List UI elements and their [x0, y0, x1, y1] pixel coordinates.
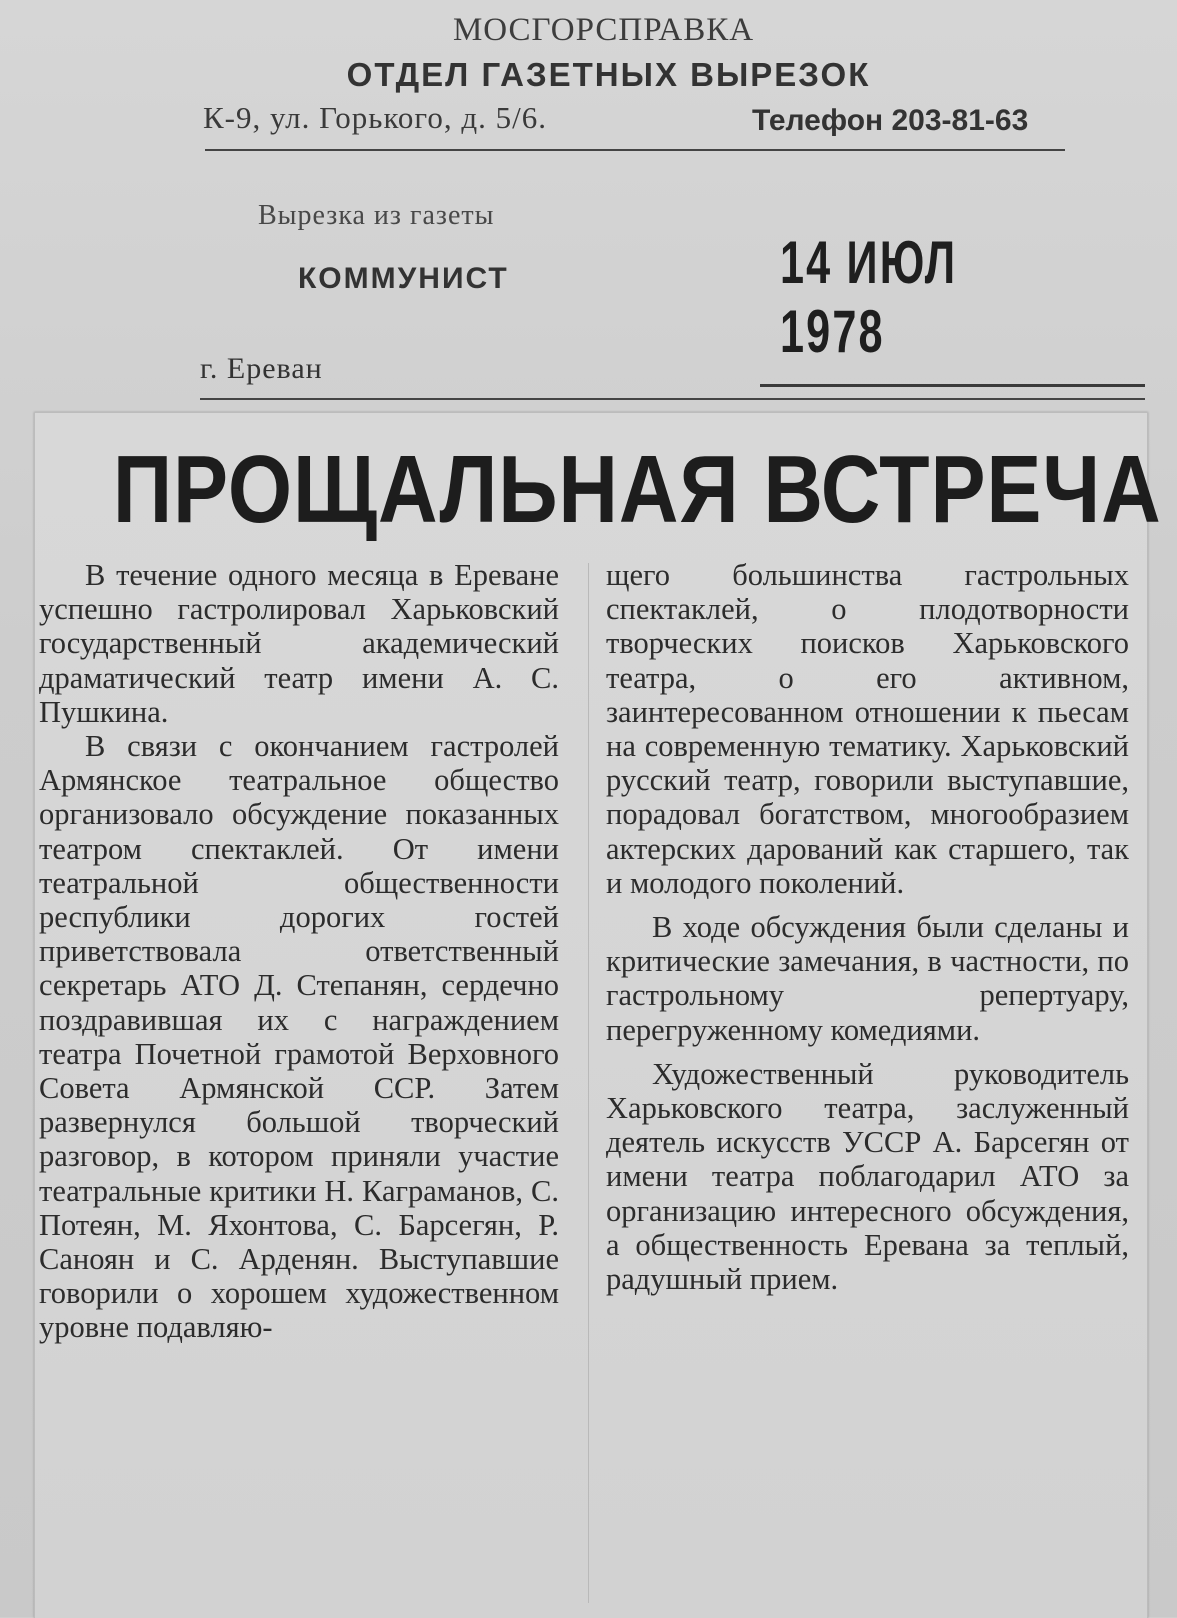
phone: Телефон 203-81-63	[752, 104, 1029, 137]
date-rule	[760, 384, 1145, 387]
cut-label: Вырезка из газеты	[258, 200, 495, 231]
header-rule	[205, 149, 1065, 151]
right-column	[606, 558, 1129, 1296]
paragraph: Художественный руководитель Харьковского театра, заслуженный деятель искусств УССР А. Барсегян от имени театра поблагодарил АТО за организацию интересного обсуждения, а общественность Еревана за теплый, радушный прием.	[606, 1056, 1129, 1297]
paragraph: щего большинства гастрольных спектаклей, о плодотворности творческих поисков Харьковского театра, о его активном, заинтересованном отношении к пьесам на современную тематику. Харьковский русский театр, говорили выступавшие, порадовал богатством, многообразием актерских дарований как старшего, так и молодого поколений.	[606, 558, 1129, 900]
organization-name: МОСГОРСПРАВКА	[452, 12, 755, 48]
paragraph: В связи с окончанием гастролей Армянское театральное общество организовало обсуждение показанных театром спектаклей. От имени театральной общественности республики дорогих гостей приветствовала ответственный секретарь АТО Д. Степанян, сердечно поздравившая их с награждением театра Почетной грамотой Верховного Совета Армянской ССР. Затем развернулся большой творческий разговор, в котором приняли участие театральные критики Н. Каграманов, С. Потеян, М. Яхонтова, С. Барсегян, Р. Саноян и С. Арденян. Выступавшие говорили о хорошем художественном уровне подавляю-	[39, 729, 559, 1345]
source-rule	[200, 398, 1145, 400]
department-name: ОТДЕЛ ГАЗЕТНЫХ ВЫРЕЗОК	[346, 56, 871, 93]
article-title: ПРОЩАЛЬНАЯ ВСТРЕЧА	[112, 436, 1162, 543]
left-column	[39, 558, 559, 1345]
date-stamp: 14 ИЮЛ 1978	[780, 229, 958, 365]
article-clipping	[34, 412, 1162, 1618]
column-divider	[588, 563, 589, 1603]
city: г. Ереван	[200, 352, 323, 385]
newspaper-name: КОММУНИСТ	[298, 262, 509, 295]
address: К-9, ул. Горького, д. 5/6.	[203, 100, 548, 135]
paragraph: В течение одного месяца в Ереване успешно гастролировал Харьковский государственный академический драматический театр имени А. С. Пушкина.	[39, 558, 559, 729]
paragraph: В ходе обсуждения были сделаны и критические замечания, в частности, по гастрольному репертуару, перегруженному комедиями.	[606, 910, 1129, 1047]
